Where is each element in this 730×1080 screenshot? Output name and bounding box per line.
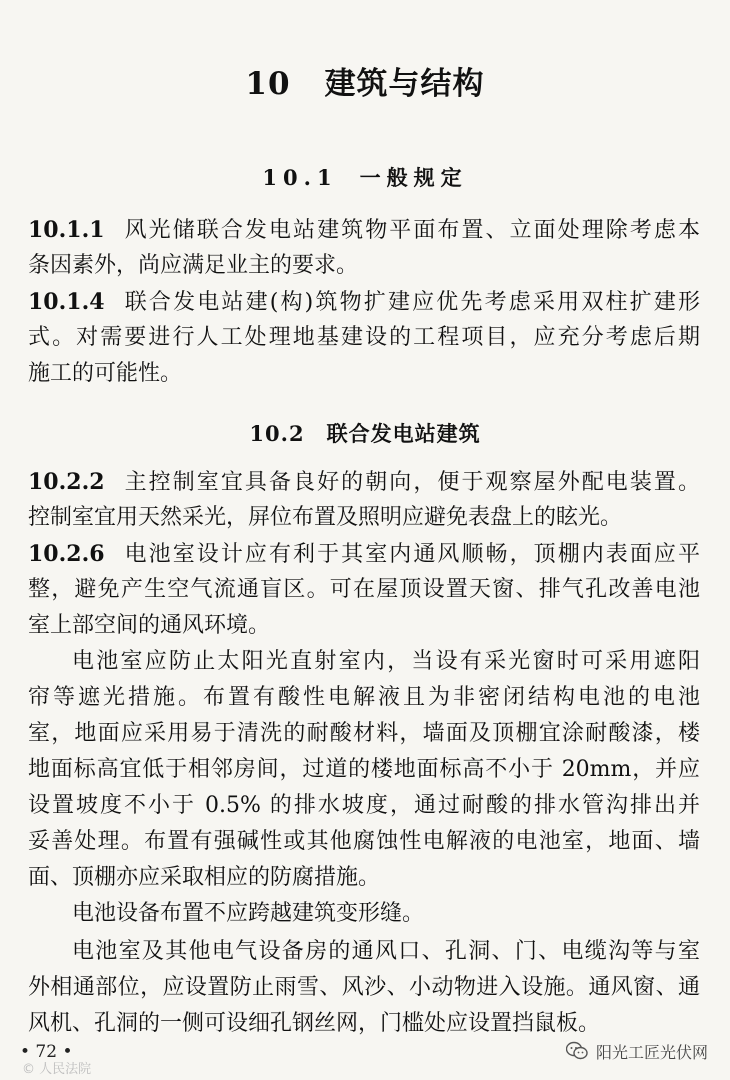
text-line: 施工的可能性。 [28,361,183,386]
text-line: 室，地面应采用易于清洗的耐酸材料，墙面及顶棚宜涂耐酸漆，楼 [28,721,700,746]
text-line: 面、顶棚亦应采取相应的防腐措施。 [28,865,381,890]
text-line: 帘等遮光措施。布置有酸性电解液且为非密闭结构电池的电池 [28,685,700,710]
section-title-10-2 [0,418,730,448]
clause-text: 电池室设计应有利于其室内通风顺畅，顶棚内表面应平 [122,542,700,567]
wechat-icon [566,1041,588,1061]
text-line: 设置坡度不小于 0.5% 的排水坡度，通过耐酸的排水管沟排出并 [28,793,700,818]
section-number: 10.2 [249,421,305,446]
paragraph-battery-room-protection [28,644,700,896]
text-line: 整，避免产生空气流通盲区。可在屋顶设置天窗、排气孔改善电池 [28,577,700,602]
text-line: 外相通部位，应设置防止雨雪、风沙、小动物进入设施。通风窗、通 [28,975,700,1000]
text-line: 地面标高宜低于相邻房间，过道的楼地面标高不小于 20mm，并应 [28,757,700,782]
text-line: 室上部空间的通风环境。 [28,613,271,638]
clause-number: 10.2.6 [28,541,105,567]
clause-number: 10.1.1 [28,217,105,243]
text-line [28,536,700,572]
chapter-number: 10 [245,66,291,102]
text-line [28,212,700,248]
text-line: 控制室宜用天然采光，屏位布置及照明应避免表盘上的眩光。 [28,505,623,530]
chapter-title [0,58,730,103]
chapter-title-text: 建筑与结构 [324,66,485,102]
watermark-left: © 人民法院 [22,1062,92,1077]
watermark-right-text: 阳光工匠光伏网 [595,1042,708,1062]
clause-text: 风光储联合发电站建筑物平面布置、立面处理除考虑本 [122,218,700,243]
text-line: 电池室及其他电气设备房的通风口、孔洞、门、电缆沟等与室 [72,939,700,964]
clause-10-2-6 [28,536,700,644]
paragraph-expansion-joint [28,896,700,932]
text-line [28,284,700,320]
section-title-10-1 [0,162,730,192]
text-line: 式。对需要进行人工处理地基建设的工程项目，应充分考虑后期 [28,325,700,350]
paragraph-ventilation [28,934,700,1042]
text-line: 电池设备布置不应跨越建筑变形缝。 [72,901,425,926]
text-line: 妥善处理。布置有强碱性或其他腐蚀性电解液的电池室，地面、墙 [28,829,700,854]
clause-text: 主控制室宜具备良好的朝向，便于观察屋外配电装置。 [122,470,700,495]
text-line: 电池室应防止太阳光直射室内，当设有采光窗时可采用遮阳 [72,649,700,674]
clause-number: 10.1.4 [28,289,105,315]
clause-10-1-4 [28,284,700,392]
clause-number: 10.2.2 [28,469,105,495]
text-line: 风机、孔洞的一侧可设细孔钢丝网，门槛处应设置挡鼠板。 [28,1011,601,1036]
clause-text: 联合发电站建(构)筑物扩建应优先考虑采用双柱扩建形 [122,290,700,315]
section-title-text: 联合发电站建筑 [326,422,481,446]
text-line: 条因素外，尚应满足业主的要求。 [28,253,359,278]
section-number: 10.1 [262,165,338,190]
watermark-right [566,1040,708,1062]
page-number: • 72 • [20,1042,73,1062]
section-title-text: 一般规定 [359,166,468,190]
text-line [28,464,700,500]
clause-10-2-2 [28,464,700,536]
clause-10-1-1 [28,212,700,284]
